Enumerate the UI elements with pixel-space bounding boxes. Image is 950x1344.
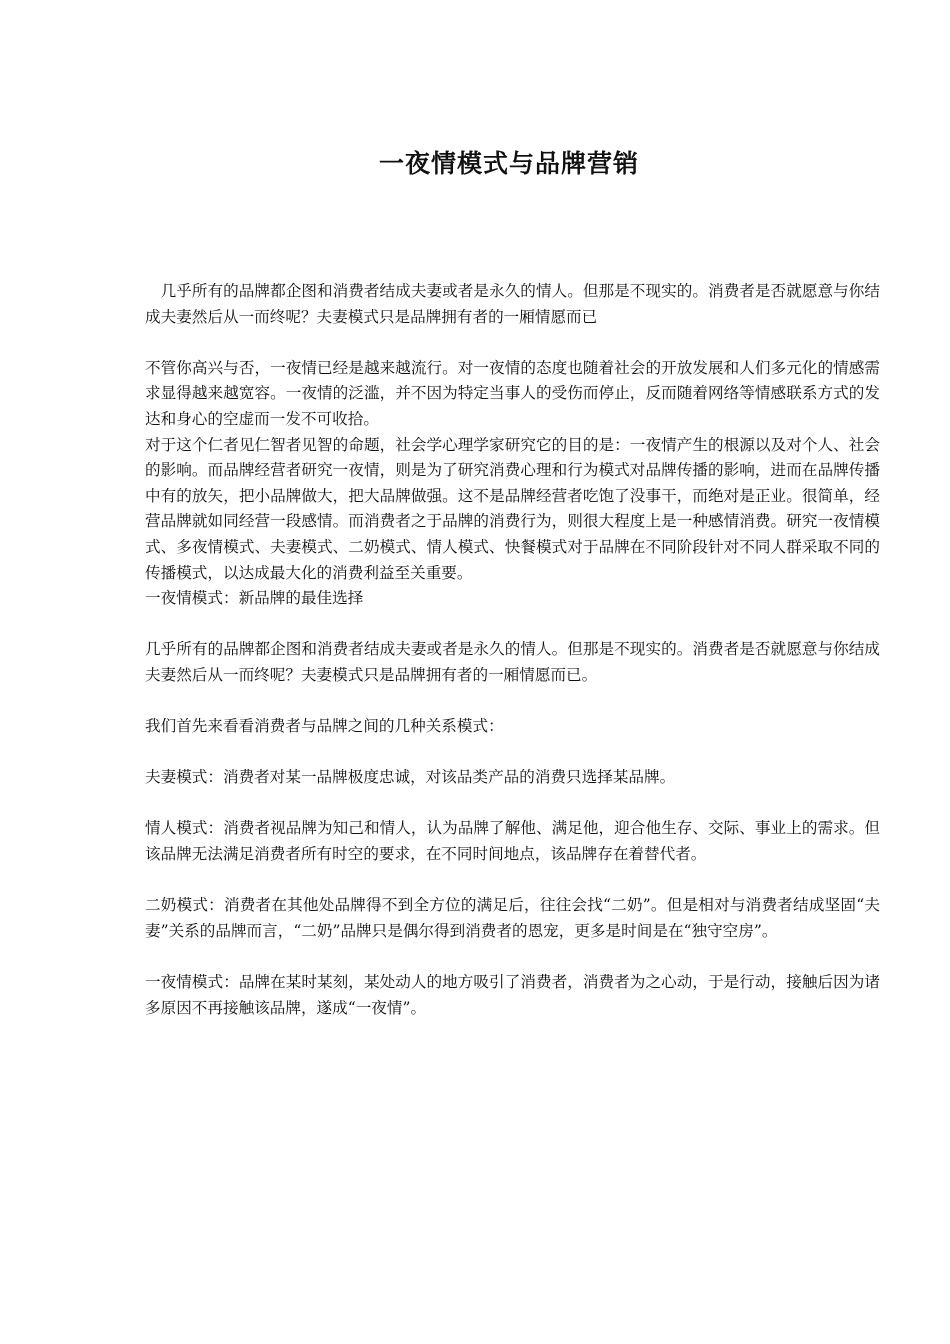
paragraph-gap xyxy=(145,330,880,356)
document-title: 一夜情模式与品牌营销 xyxy=(378,149,639,178)
paragraph-gap xyxy=(145,612,880,638)
paragraph-gap xyxy=(145,740,880,766)
paragraph-gap xyxy=(145,791,880,817)
paragraph-mistress-mode: 二奶模式：消费者在其他处品牌得不到全方位的满足后，往往会找“二奶”。但是相对与消费者结成坚固“夫妻”关系的品牌而言，“二奶”品牌只是偶尔得到消费者的恩宠，更多是时间是在“独守空房”。 xyxy=(145,896,880,940)
paragraph-lover-mode: 情人模式：消费者视品牌为知己和情人，认为品牌了解他、满足他，迎合他生存、交际、事业上的需求。但该品牌无法满足消费者所有时空的要求，在不同时间地点，该品牌存在着替代者。 xyxy=(145,819,880,864)
paragraph-repeat: 几乎所有的品牌都企图和消费者结成夫妻或者是永久的情人。但那是不现实的。消费者是否就愿意与你结成夫妻然后从一而终呢？夫妻模式只是品牌拥有者的一厢情愿而已。 xyxy=(145,640,880,684)
paragraph-gap xyxy=(145,689,880,715)
paragraph-one-night-mode: 一夜情模式：品牌在某时某刻，某处动人的地方吸引了消费者，消费者为之心动，于是行动，接触后因为诸多原因不再接触该品牌，遂成“一夜情”。 xyxy=(145,973,880,1017)
paragraph-spouse-mode: 夫妻模式：消费者对某一品牌极度忠诚，对该品类产品的消费只选择某品牌。 xyxy=(145,768,676,787)
paragraph-trend: 不管你高兴与否，一夜情已经是越来越流行。对一夜情的态度也随着社会的开放发展和人们多元化的情感需求显得越来越宽容。一夜情的泛滥，并不因为特定当事人的受伤而停止，反而随着网络等情感联系方式的发达和身心的空虚而一发不可收拾。 xyxy=(145,358,880,428)
paragraph-modes-intro: 我们首先来看看消费者与品牌之间的几种关系模式： xyxy=(145,717,504,736)
document-body xyxy=(145,279,880,1021)
paragraph-gap xyxy=(145,868,880,894)
paragraph-research: 对于这个仁者见仁智者见智的命题，社会学心理学家研究它的目的是：一夜情产生的根源以及对个人、社会的影响。而品牌经营者研究一夜情，则是为了研究消费心理和行为模式对品牌传播的影响，进而在品牌传播中有的放矢，把小品牌做大，把大品牌做强。这不是品牌经营者吃饱了没事干，而绝对是正业。很简单，经营品牌就如同经营一段感情。而消费者之于品牌的消费行为，则很大程度上是一种感情消费。研究一夜情模式、多夜情模式、夫妻模式、二奶模式、情人模式、快餐模式对于品牌在不同阶段针对不同人群采取不同的传播模式，以达成最大化的消费利益至关重要。 xyxy=(145,435,880,582)
paragraph-gap xyxy=(145,944,880,970)
paragraph-intro: 几乎所有的品牌都企图和消费者结成夫妻或者是永久的情人。但那是不现实的。消费者是否就愿意与你结成夫妻然后从一而终呢？夫妻模式只是品牌拥有者的一厢情愿而已 xyxy=(145,282,880,326)
section-heading: 一夜情模式：新品牌的最佳选择 xyxy=(145,589,364,608)
